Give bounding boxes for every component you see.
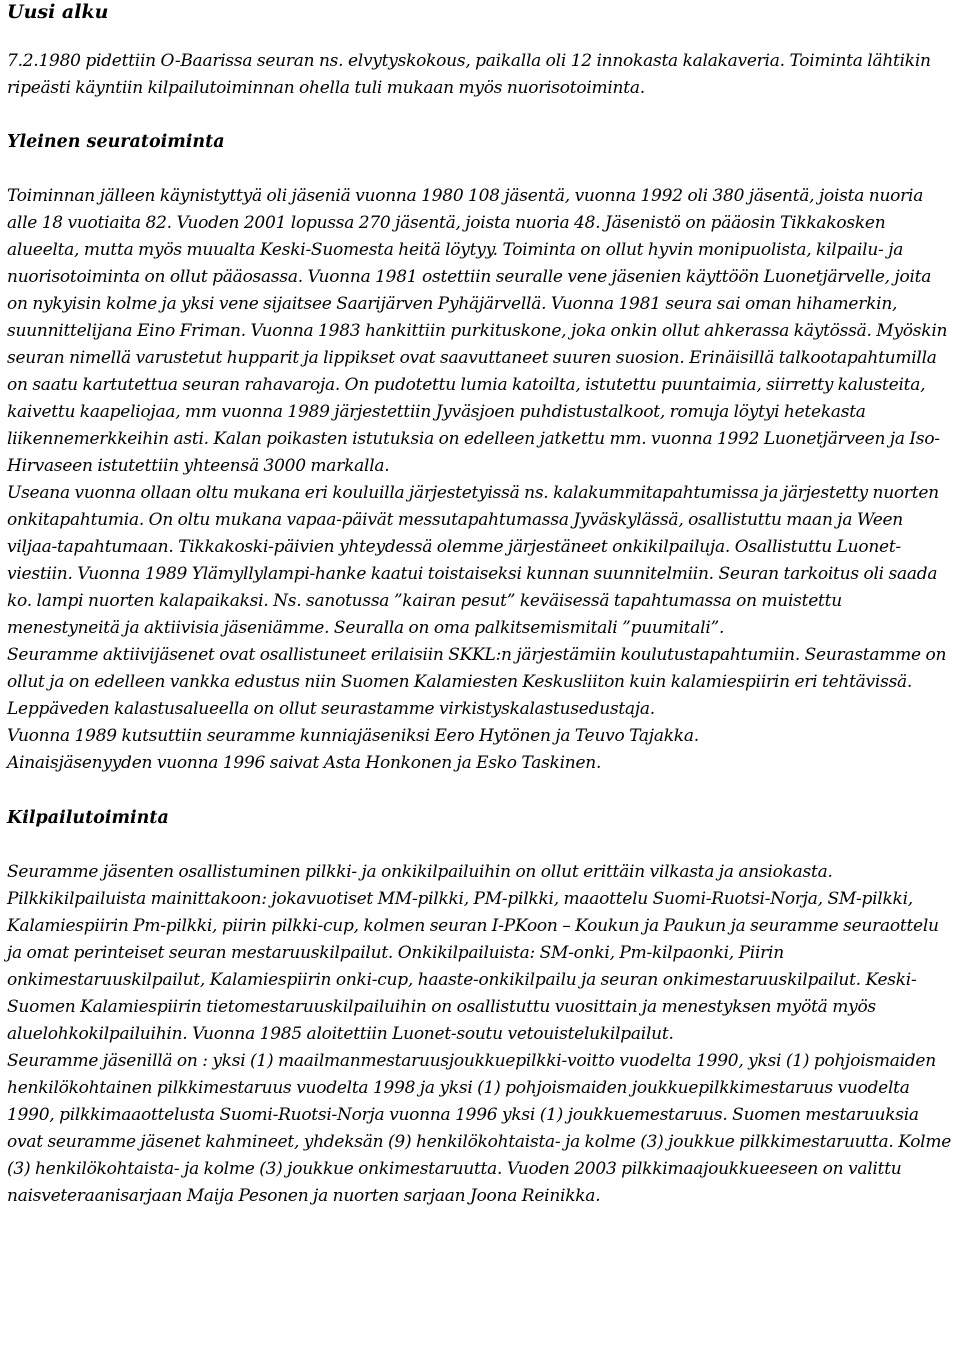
page-title: Uusi alku xyxy=(7,1,109,23)
spacer xyxy=(7,156,955,183)
section1-paragraph: Ainaisjäsenyyden vuonna 1996 saivat Asta Honkonen ja Esko Taskinen. xyxy=(7,753,602,773)
section-heading-yleinen-seuratoiminta: Yleinen seuratoiminta xyxy=(7,132,225,152)
spacer xyxy=(7,832,955,859)
section2-paragraph: Seuramme jäsenten osallistuminen pilkki- ja onkikilpailuihin on ollut erittäin vilkasta ja ansiokasta. Pilkkikilpailuista mainittakoon: jokavuotiset MM-pilkki, PM-pilkki, maaottelu Suomi-Ruotsi-Norja, SM-pilkki, Kalamiespiirin Pm-pilkki, piirin pilkki-cup, kolmen seuran I-PKoon – Koukun ja Paukun ja seuramme seuraottelu ja omat perinteiset seuran mestaruuskilpailut. Onkikilpailuista: SM-onki, Pm-kilpaonki, Piirin onkimestaruuskilpailut, Kalamiespiirin onki-cup, haaste-onkikilpailu ja seuran onkimestaruuskilpailut. Keski-Suomen Kalamiespiirin tietomestaruuskilpailuihin on osallistuttu vuosittain ja menestyksen myötä myös aluelohkokilpailuihin. Vuonna 1985 aloitettiin Luonet-soutu vetouistelukilpailut. xyxy=(7,862,939,1044)
section1-paragraph: Useana vuonna ollaan oltu mukana eri kouluilla järjestetyissä ns. kalakummitapahtumissa ja järjestetty nuorten onkitapahtumia. On oltu mukana vapaa-päivät messutapahtumassa Jyväskylässä, osallistuttu maan ja Ween viljaa-tapahtumaan. Tikkakoski-päivien yhteydessä olemme järjestäneet onkikilpailuja. Osallistuttu Luonet-viestiin. Vuonna 1989 Ylämyllylampi-hanke kaatui toistaiseksi kunnan suunnitelmiin. Seuran tarkoitus oli saada ko. lampi nuorten kalapaikaksi. Ns. sanotussa ”kairan pesut” keväisessä tapahtumassa on muistettu menestyneitä ja aktiivisia jäseniämme. Seuralla on oma palkitsemismitali ”puumitali”. xyxy=(7,483,939,638)
section1-paragraph: Seuramme aktiivijäsenet ovat osallistuneet erilaisiin SKKL:n järjestämiin koulutustapahtumiin. Seurastamme on ollut ja on edelleen vankka edustus niin Suomen Kalamiesten Keskusliiton kuin kalamiespiirin eri tehtävissä. Leppäveden kalastusalueella on ollut seurastamme virkistyskalastusedustaja. xyxy=(7,645,947,719)
spacer xyxy=(7,27,955,48)
section1-paragraph: Toiminnan jälleen käynistyttyä oli jäseniä vuonna 1980 108 jäsentä, vuonna 1992 oli 380 jäsentä, joista nuoria alle 18 vuotiaita 82. Vuoden 2001 lopussa 270 jäsentä, joista nuoria 48. Jäsenistö on pääosin Tikkakosken alueelta, mutta myös muualta Keski-Suomesta heitä löytyy. Toiminta on ollut hyvin monipuolista, kilpailu- ja nuorisotoiminta on ollut pääosassa. Vuonna 1981 ostettiin seuralle vene jäsenien käyttöön Luonetjärvelle, joita on nykyisin kolme ja yksi vene sijaitsee Saarijärven Pyhäjärvellä. Vuonna 1981 seura sai oman hihamerkin, suunnittelijana Eino Friman. Vuonna 1983 hankittiin purkituskone, joka onkin ollut ahkerassa käytössä. Myöskin seuran nimellä varustetut hupparit ja lippikset ovat saavuttaneet suuren suosion. Erinäisillä talkootapahtumilla on saatu kartutettua seuran rahavaroja. On pudotettu lumia katoilta, istutettu puuntaimia, siirretty kalusteita, kaivettu kaapeliojaa, mm vuonna 1989 järjestettiin Jyväsjoen puhdistustalkoot, romuja löytyi hetekasta liikennemerkkeihin asti. Kalan poikasten istutuksia on edelleen jatkettu mm. vuonna 1992 Luonetjärveen ja Iso-Hirvaseen istutettiin yhteensä 3000 markalla. xyxy=(7,186,948,476)
intro-paragraph: 7.2.1980 pidettiin O-Baarissa seuran ns. elvytyskokous, paikalla oli 12 innokasta kalakaveria. Toiminta lähtikin ripeästi käyntiin kilpailutoiminnan ohella tuli mukaan myös nuorisotoiminta. xyxy=(7,51,931,98)
section2-paragraph: Seuramme jäsenillä on : yksi (1) maailmanmestaruusjoukkuepilkki-voitto vuodelta 1990, yksi (1) pohjoismaiden henkilökohtainen pilkkimestaruus vuodelta 1998 ja yksi (1) pohjoismaiden joukkuepilkkimestaruus vuodelta 1990, pilkkimaaottelusta Suomi-Ruotsi-Norja vuonna 1996 yksi (1) joukkuemestaruus. Suomen mestaruuksia ovat seuramme jäsenet kahmineet, yhdeksän (9) henkilökohtaista- ja kolme (3) joukkue pilkkimestaruutta. Kolme (3) henkilökohtaista- ja kolme (3) joukkue onkimestaruutta. Vuoden 2003 pilkkimaajoukkueeseen on valittu naisveteraanisarjaan Maija Pesonen ja nuorten sarjaan Joona Reinikka. xyxy=(7,1051,952,1206)
section1-paragraph: Vuonna 1989 kutsuttiin seuramme kunniajäseniksi Eero Hytönen ja Teuvo Tajakka. xyxy=(7,726,699,746)
section-heading-kilpailutoiminta: Kilpailutoiminta xyxy=(7,808,169,828)
document-page xyxy=(7,0,955,1210)
spacer xyxy=(7,777,955,805)
spacer xyxy=(7,102,955,129)
